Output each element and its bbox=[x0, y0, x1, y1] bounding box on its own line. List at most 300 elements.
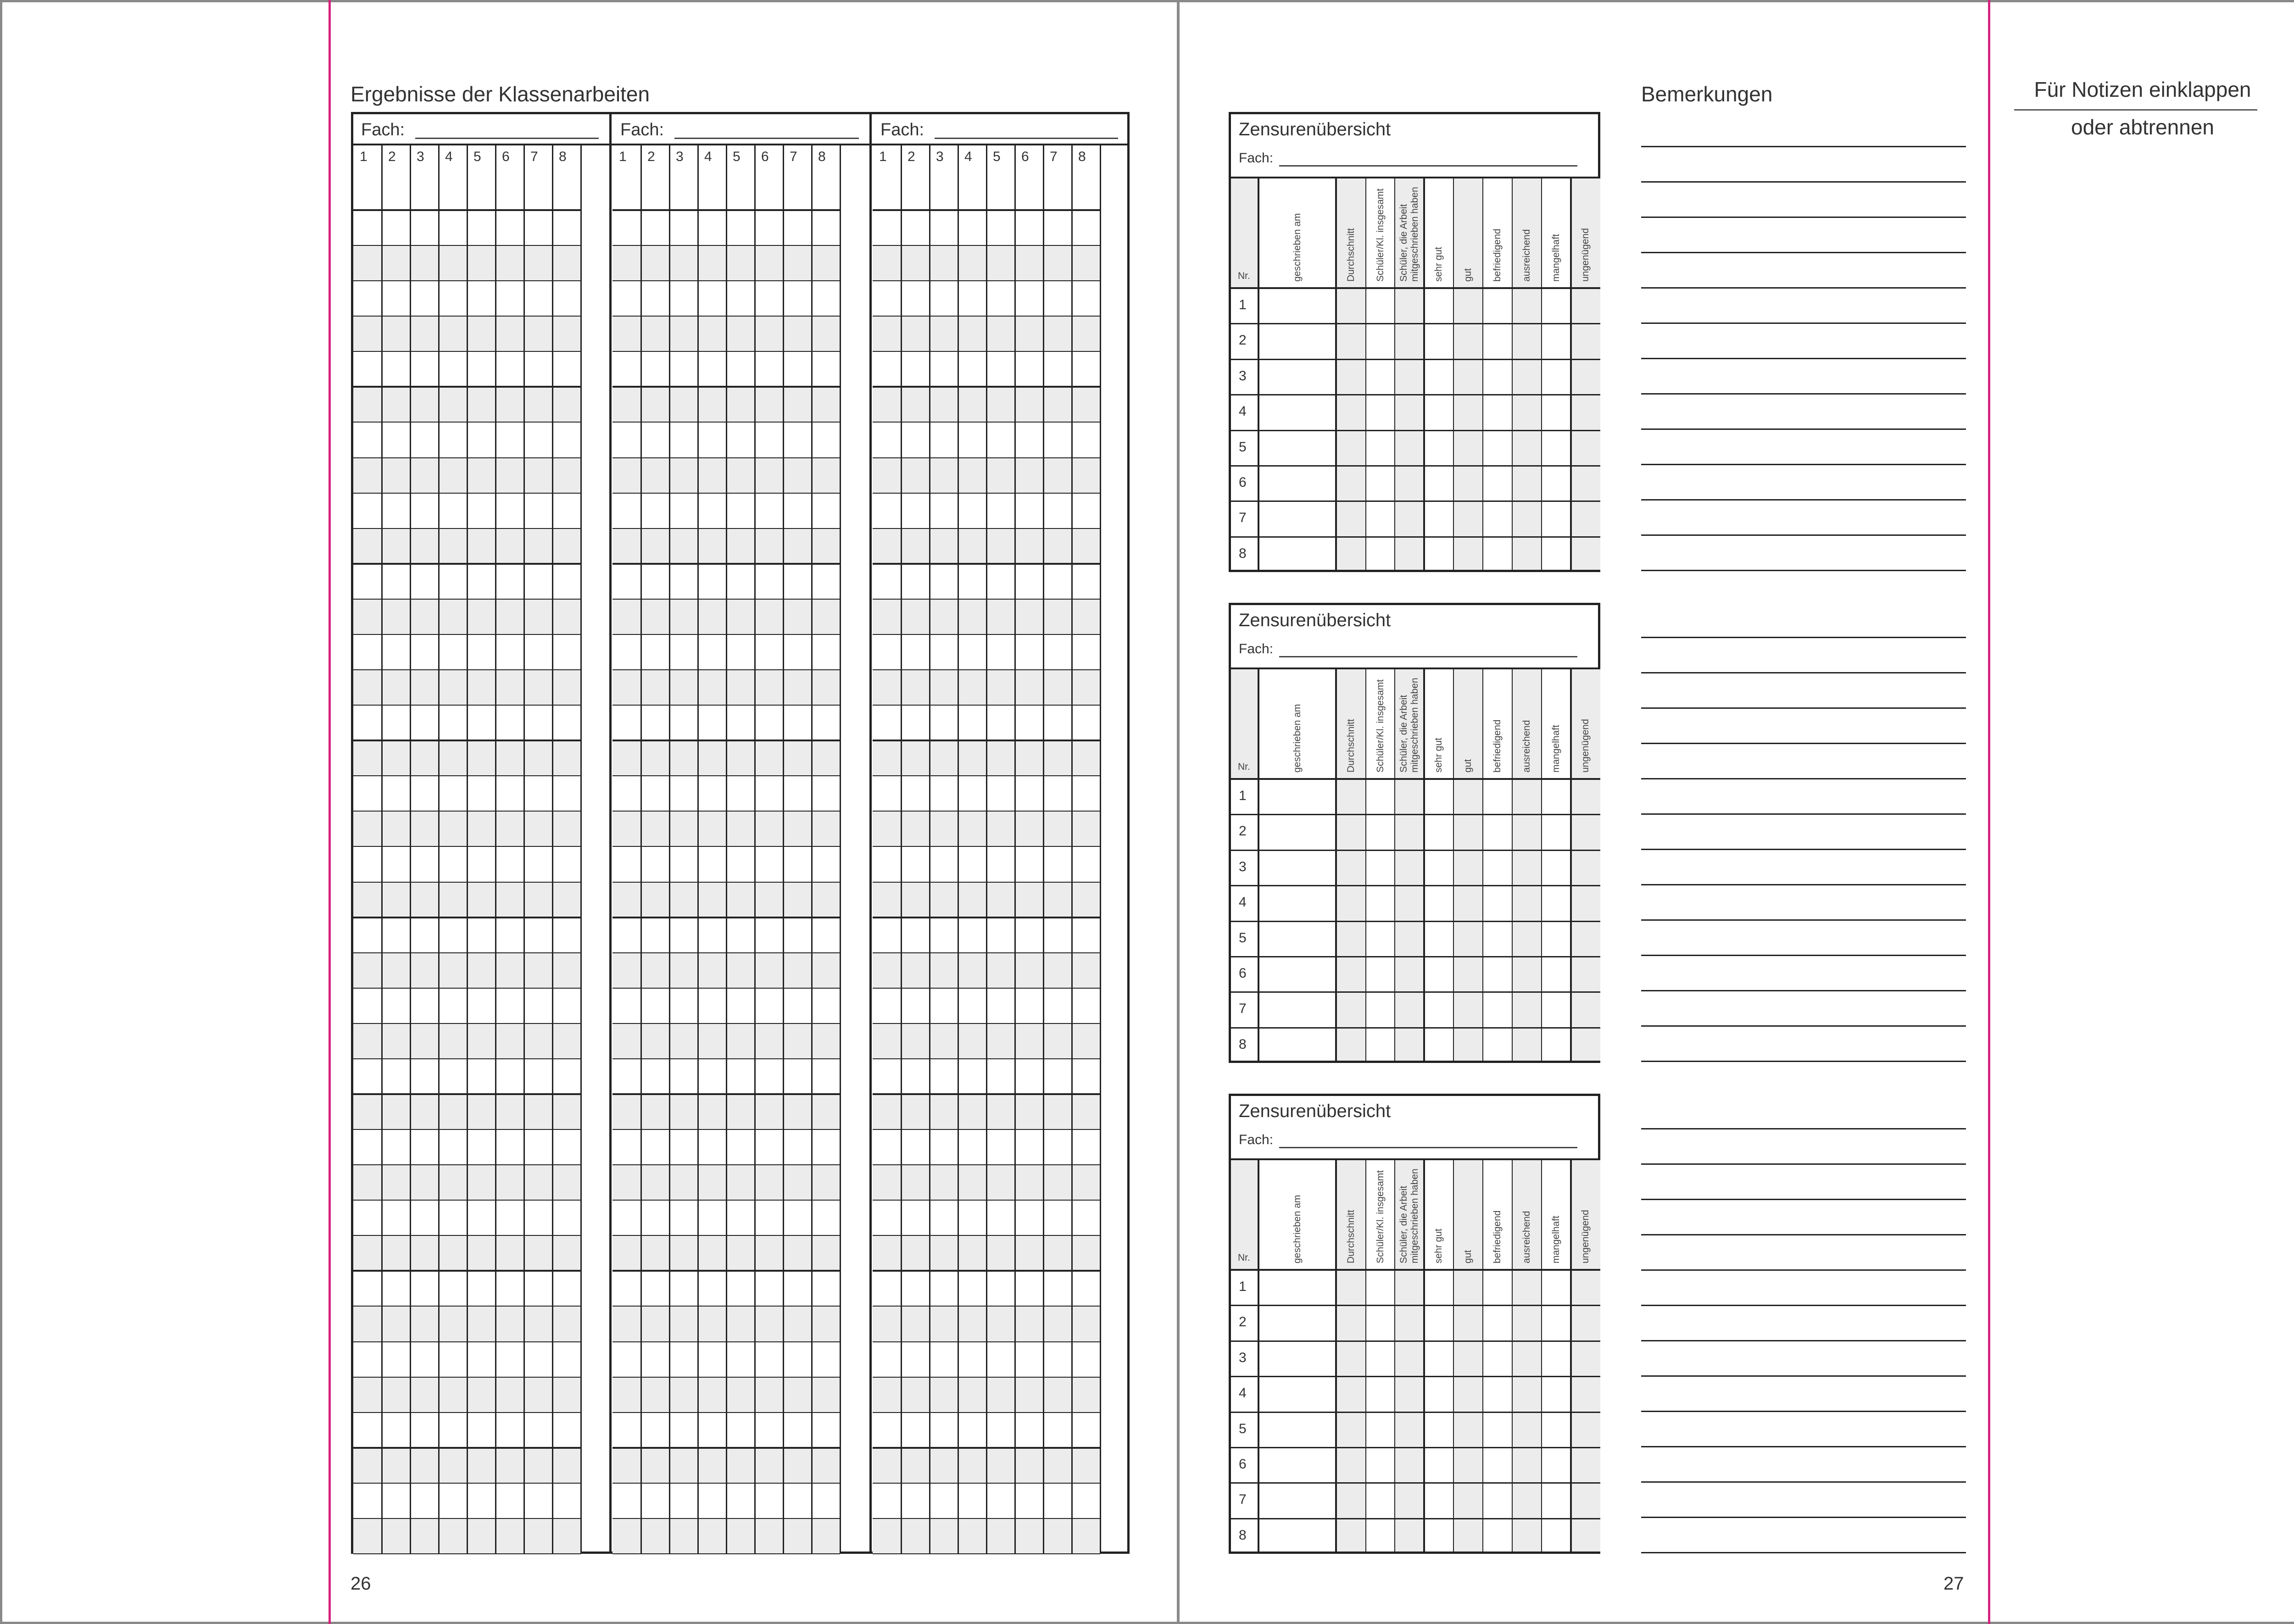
column-header-geschrieben: geschrieben am bbox=[1292, 1195, 1303, 1263]
row-line bbox=[612, 1341, 840, 1342]
row-number: 3 bbox=[1239, 1350, 1247, 1365]
subject-label: Fach: bbox=[1239, 150, 1274, 166]
row-line bbox=[353, 952, 581, 953]
row-line bbox=[353, 1023, 581, 1024]
remark-line[interactable] bbox=[1641, 813, 1966, 815]
nr-header: Nr. bbox=[1238, 1252, 1250, 1263]
remark-line[interactable] bbox=[1641, 672, 1966, 673]
row-number: 1 bbox=[1239, 297, 1247, 312]
row-line bbox=[873, 493, 1100, 494]
row-line bbox=[353, 563, 581, 565]
row-line bbox=[612, 669, 840, 670]
row-line bbox=[612, 386, 840, 388]
flap-line-1: Für Notizen einklappen bbox=[2034, 78, 2251, 101]
row-line bbox=[612, 1093, 840, 1095]
row-line bbox=[873, 457, 1100, 458]
column-header-schueler_arbeit_1: Schüler, die Arbeit bbox=[1398, 204, 1409, 282]
column-line bbox=[901, 144, 902, 1554]
row-line bbox=[353, 316, 581, 317]
remark-line[interactable] bbox=[1641, 707, 1966, 709]
column-number: 7 bbox=[1050, 149, 1058, 164]
row-line bbox=[1229, 814, 1600, 815]
row-line bbox=[353, 775, 581, 776]
remark-line[interactable] bbox=[1641, 990, 1966, 991]
remark-line[interactable] bbox=[1641, 743, 1966, 744]
column-line bbox=[1258, 1159, 1259, 1554]
column-header-durchschnitt: Durchschnitt bbox=[1345, 228, 1356, 282]
column-number: 6 bbox=[1021, 149, 1029, 164]
column-number: 1 bbox=[360, 149, 367, 164]
row-number: 7 bbox=[1239, 1001, 1247, 1017]
column-line bbox=[783, 144, 784, 1554]
remark-line[interactable] bbox=[1641, 1199, 1966, 1200]
remark-line[interactable] bbox=[1641, 464, 1966, 465]
title-separator bbox=[1229, 177, 1600, 178]
remark-line[interactable] bbox=[1641, 499, 1966, 501]
column-header-schueler_arbeit_2: mitgeschrieben haben bbox=[1409, 1168, 1420, 1263]
row-number: 4 bbox=[1239, 895, 1247, 910]
column-line bbox=[1512, 1159, 1513, 1554]
shaded-column bbox=[1453, 178, 1483, 570]
subject-label: Fach: bbox=[1239, 1132, 1274, 1147]
row-line bbox=[612, 917, 840, 918]
remark-line[interactable] bbox=[1641, 534, 1966, 536]
column-line bbox=[1570, 1159, 1572, 1554]
row-line bbox=[1229, 1412, 1600, 1413]
row-line bbox=[873, 316, 1100, 317]
nr-header: Nr. bbox=[1238, 762, 1250, 772]
row-line bbox=[353, 1447, 581, 1449]
column-line bbox=[1335, 178, 1337, 572]
column-header-durchschnitt: Durchschnitt bbox=[1345, 719, 1356, 773]
column-number: 2 bbox=[908, 149, 915, 164]
flap-line-2: oder abtrennen bbox=[2071, 115, 2215, 139]
row-line bbox=[1229, 885, 1600, 886]
column-line bbox=[697, 144, 699, 1554]
subject-fill-line[interactable] bbox=[1279, 165, 1577, 167]
nr-header: Nr. bbox=[1238, 271, 1250, 281]
remark-line[interactable] bbox=[1641, 1481, 1966, 1483]
title-separator bbox=[1229, 1158, 1600, 1160]
row-line bbox=[1229, 1376, 1600, 1377]
page-number-left: 26 bbox=[351, 1574, 371, 1594]
flap-divider bbox=[2014, 109, 2257, 111]
row-line bbox=[873, 1200, 1100, 1201]
row-line bbox=[873, 1306, 1100, 1307]
column-number: 2 bbox=[647, 149, 655, 164]
row-line bbox=[612, 988, 840, 989]
row-line bbox=[612, 316, 840, 317]
row-line bbox=[1229, 991, 1600, 993]
remarks-title: Bemerkungen bbox=[1641, 82, 1773, 106]
row-number: 4 bbox=[1239, 404, 1247, 419]
row-line bbox=[873, 386, 1100, 388]
column-header-schueler_arbeit_1: Schüler, die Arbeit bbox=[1398, 695, 1409, 773]
column-header-gut: gut bbox=[1463, 1250, 1473, 1263]
row-line bbox=[353, 1483, 581, 1484]
column-line bbox=[1394, 1159, 1395, 1554]
column-line bbox=[523, 144, 525, 1554]
row-line bbox=[873, 988, 1100, 989]
column-number: 5 bbox=[993, 149, 1001, 164]
remark-line[interactable] bbox=[1641, 884, 1966, 885]
row-number: 7 bbox=[1239, 510, 1247, 526]
row-line bbox=[873, 1341, 1100, 1342]
column-header-schueler_kl: Schüler/Kl. insgesamt bbox=[1375, 1170, 1386, 1263]
remark-line[interactable] bbox=[1641, 1340, 1966, 1341]
row-line bbox=[873, 245, 1100, 246]
remark-line[interactable] bbox=[1641, 637, 1966, 638]
remark-line[interactable] bbox=[1641, 252, 1966, 253]
row-line bbox=[612, 846, 840, 847]
subject-label: Fach: bbox=[361, 120, 405, 139]
column-number: 3 bbox=[417, 149, 424, 164]
column-line bbox=[1394, 668, 1395, 1063]
column-header-sehr_gut: sehr gut bbox=[1433, 247, 1444, 282]
column-line bbox=[726, 144, 727, 1554]
column-line bbox=[1453, 668, 1454, 1063]
column-header-mangelhaft: mangelhaft bbox=[1551, 234, 1561, 282]
row-line bbox=[612, 1306, 840, 1307]
row-line bbox=[1229, 1027, 1600, 1029]
subject-label: Fach: bbox=[620, 120, 664, 139]
page-number-right: 27 bbox=[1943, 1574, 1964, 1594]
remark-line[interactable] bbox=[1641, 1061, 1966, 1062]
remark-line[interactable] bbox=[1641, 428, 1966, 430]
remark-line[interactable] bbox=[1641, 570, 1966, 571]
remark-line[interactable] bbox=[1641, 393, 1966, 395]
row-line bbox=[612, 351, 840, 352]
row-line bbox=[873, 846, 1100, 847]
column-number: 4 bbox=[964, 149, 972, 164]
column-line bbox=[1014, 144, 1016, 1554]
row-line bbox=[353, 1518, 581, 1519]
column-line bbox=[438, 144, 440, 1554]
row-line bbox=[353, 1341, 581, 1342]
column-line bbox=[1365, 178, 1366, 572]
column-line bbox=[1570, 178, 1572, 572]
column-line bbox=[580, 144, 582, 1554]
column-header-sehr_gut: sehr gut bbox=[1433, 1229, 1444, 1263]
remark-line[interactable] bbox=[1641, 1517, 1966, 1518]
column-header-gut: gut bbox=[1463, 759, 1473, 773]
remark-line[interactable] bbox=[1641, 1411, 1966, 1412]
column-header-ausreichend: ausreichend bbox=[1521, 720, 1532, 773]
column-header-schueler_kl: Schüler/Kl. insgesamt bbox=[1375, 188, 1386, 282]
column-header-ungenuegend: ungenügend bbox=[1580, 719, 1591, 773]
row-line bbox=[612, 705, 840, 706]
row-line bbox=[612, 1164, 840, 1165]
row-line bbox=[353, 280, 581, 281]
remark-line[interactable] bbox=[1641, 323, 1966, 324]
subject-fill-line[interactable] bbox=[415, 138, 599, 139]
row-number: 3 bbox=[1239, 368, 1247, 384]
row-line bbox=[873, 1129, 1100, 1130]
row-line bbox=[612, 422, 840, 423]
column-header-geschrieben: geschrieben am bbox=[1292, 704, 1303, 773]
subject-fill-line[interactable] bbox=[935, 138, 1118, 139]
row-line bbox=[353, 669, 581, 670]
column-header-ungenuegend: ungenügend bbox=[1580, 1210, 1591, 1263]
row-line bbox=[353, 457, 581, 458]
row-line bbox=[873, 1412, 1100, 1413]
remark-line[interactable] bbox=[1641, 849, 1966, 850]
row-line bbox=[873, 1235, 1100, 1236]
remark-line[interactable] bbox=[1641, 778, 1966, 779]
row-line bbox=[353, 528, 581, 529]
column-line bbox=[1043, 144, 1044, 1554]
remark-line[interactable] bbox=[1641, 1025, 1966, 1027]
row-line bbox=[873, 1023, 1100, 1024]
row-line bbox=[353, 351, 581, 352]
column-header-befriedigend: befriedigend bbox=[1492, 1210, 1503, 1263]
column-line bbox=[1453, 178, 1454, 572]
column-line bbox=[1423, 178, 1425, 572]
remark-line[interactable] bbox=[1641, 1375, 1966, 1377]
column-line bbox=[840, 144, 841, 1554]
row-line bbox=[612, 1129, 840, 1130]
row-number: 2 bbox=[1239, 333, 1247, 348]
row-line bbox=[612, 1518, 840, 1519]
row-line bbox=[1229, 1447, 1600, 1448]
row-line bbox=[873, 811, 1100, 812]
row-line bbox=[612, 775, 840, 776]
row-line bbox=[612, 209, 840, 211]
row-number: 6 bbox=[1239, 965, 1247, 981]
row-number: 8 bbox=[1239, 1527, 1247, 1543]
shaded-column bbox=[1453, 1159, 1483, 1552]
column-line bbox=[1482, 668, 1483, 1063]
row-line bbox=[612, 1483, 840, 1484]
row-number: 3 bbox=[1239, 859, 1247, 874]
row-line bbox=[612, 245, 840, 246]
column-header-mangelhaft: mangelhaft bbox=[1551, 1216, 1561, 1263]
column-number: 6 bbox=[502, 149, 510, 164]
header-line bbox=[610, 144, 870, 145]
row-line bbox=[873, 740, 1100, 741]
column-line bbox=[929, 144, 930, 1554]
fold-line bbox=[1988, 0, 1990, 1624]
column-line bbox=[381, 144, 383, 1554]
subject-fill-line[interactable] bbox=[1279, 656, 1577, 657]
row-line bbox=[873, 952, 1100, 953]
row-number: 8 bbox=[1239, 1036, 1247, 1052]
column-number: 1 bbox=[879, 149, 887, 164]
row-line bbox=[612, 599, 840, 600]
remark-line[interactable] bbox=[1641, 1234, 1966, 1235]
table-title: Zensurenübersicht bbox=[1239, 610, 1391, 630]
row-line bbox=[353, 1093, 581, 1095]
row-line bbox=[353, 1306, 581, 1307]
column-line bbox=[1258, 668, 1259, 1063]
row-line bbox=[612, 1235, 840, 1236]
remark-line[interactable] bbox=[1641, 1305, 1966, 1306]
row-line bbox=[873, 1553, 1100, 1554]
column-line bbox=[1541, 178, 1542, 572]
remark-line[interactable] bbox=[1641, 1163, 1966, 1165]
column-number: 2 bbox=[388, 149, 396, 164]
row-number: 6 bbox=[1239, 1456, 1247, 1472]
row-line bbox=[1229, 1482, 1600, 1484]
row-line bbox=[873, 563, 1100, 565]
remark-line[interactable] bbox=[1641, 287, 1966, 289]
row-line bbox=[1229, 536, 1600, 538]
column-line bbox=[1423, 668, 1425, 1063]
row-line bbox=[873, 1058, 1100, 1059]
column-line bbox=[1335, 668, 1337, 1063]
column-line bbox=[1512, 668, 1513, 1063]
remark-line[interactable] bbox=[1641, 1269, 1966, 1271]
column-line bbox=[1570, 668, 1572, 1063]
row-line bbox=[612, 634, 840, 635]
row-line bbox=[1229, 430, 1600, 431]
row-line bbox=[353, 811, 581, 812]
remark-line[interactable] bbox=[1641, 955, 1966, 956]
column-line bbox=[467, 144, 468, 1554]
row-line bbox=[612, 457, 840, 458]
header-line bbox=[870, 144, 1130, 145]
table-title: Zensurenübersicht bbox=[1239, 119, 1391, 139]
column-number: 6 bbox=[761, 149, 769, 164]
row-line bbox=[612, 740, 840, 741]
block-separator bbox=[609, 112, 612, 1554]
row-line bbox=[873, 775, 1100, 776]
row-line bbox=[353, 386, 581, 388]
row-line bbox=[612, 493, 840, 494]
row-line bbox=[612, 1377, 840, 1378]
row-line bbox=[353, 917, 581, 918]
row-line bbox=[1229, 1340, 1600, 1342]
column-line bbox=[410, 144, 411, 1554]
left-margin-line bbox=[329, 0, 331, 1624]
row-line bbox=[873, 422, 1100, 423]
row-number: 5 bbox=[1239, 1421, 1247, 1436]
row-line bbox=[873, 528, 1100, 529]
column-line bbox=[552, 144, 553, 1554]
row-line bbox=[612, 1058, 840, 1059]
column-line bbox=[958, 144, 959, 1554]
column-line bbox=[495, 144, 496, 1554]
column-header-ausreichend: ausreichend bbox=[1521, 229, 1532, 282]
shaded-column bbox=[1453, 668, 1483, 1061]
row-line bbox=[873, 1447, 1100, 1449]
row-line bbox=[1229, 956, 1600, 957]
row-line bbox=[1229, 921, 1600, 922]
remark-line[interactable] bbox=[1641, 919, 1966, 921]
header-separator bbox=[1229, 778, 1600, 780]
column-header-schueler_arbeit_2: mitgeschrieben haben bbox=[1409, 678, 1420, 773]
row-line bbox=[612, 563, 840, 565]
row-line bbox=[1229, 501, 1600, 502]
remark-line[interactable] bbox=[1641, 1446, 1966, 1447]
row-line bbox=[353, 705, 581, 706]
row-line bbox=[353, 1200, 581, 1201]
column-line bbox=[640, 144, 642, 1554]
row-line bbox=[873, 634, 1100, 635]
row-line bbox=[873, 1093, 1100, 1095]
row-line bbox=[873, 705, 1100, 706]
row-line bbox=[1229, 1305, 1600, 1306]
row-line bbox=[873, 280, 1100, 281]
column-line bbox=[1365, 1159, 1366, 1554]
column-line bbox=[1482, 178, 1483, 572]
row-line bbox=[353, 846, 581, 847]
row-line bbox=[1229, 850, 1600, 851]
column-header-ausreichend: ausreichend bbox=[1521, 1211, 1532, 1263]
row-number: 7 bbox=[1239, 1492, 1247, 1507]
column-number: 8 bbox=[1078, 149, 1086, 164]
remark-line[interactable] bbox=[1641, 146, 1966, 147]
column-number: 3 bbox=[676, 149, 684, 164]
column-line bbox=[1541, 668, 1542, 1063]
row-line bbox=[353, 422, 581, 423]
row-number: 6 bbox=[1239, 474, 1247, 490]
row-line bbox=[873, 1377, 1100, 1378]
row-line bbox=[1229, 465, 1600, 467]
row-line bbox=[612, 1200, 840, 1201]
column-line bbox=[1512, 178, 1513, 572]
row-line bbox=[353, 1377, 581, 1378]
column-line bbox=[1365, 668, 1366, 1063]
column-number: 5 bbox=[733, 149, 741, 164]
row-line bbox=[873, 882, 1100, 883]
row-line bbox=[353, 1058, 581, 1059]
column-header-befriedigend: befriedigend bbox=[1492, 719, 1503, 773]
row-line bbox=[873, 209, 1100, 211]
subject-fill-line[interactable] bbox=[674, 138, 859, 139]
column-header-befriedigend: befriedigend bbox=[1492, 228, 1503, 282]
column-header-ungenuegend: ungenügend bbox=[1580, 228, 1591, 282]
remark-line[interactable] bbox=[1641, 1128, 1966, 1129]
column-number: 3 bbox=[936, 149, 944, 164]
remark-line[interactable] bbox=[1641, 181, 1966, 183]
column-number: 8 bbox=[818, 149, 826, 164]
remark-line[interactable] bbox=[1641, 217, 1966, 218]
row-line bbox=[873, 1270, 1100, 1272]
row-line bbox=[612, 1023, 840, 1024]
column-line bbox=[1335, 1159, 1337, 1554]
column-line bbox=[754, 144, 756, 1554]
subject-fill-line[interactable] bbox=[1279, 1147, 1577, 1148]
row-line bbox=[353, 634, 581, 635]
column-number: 7 bbox=[790, 149, 797, 164]
row-line bbox=[353, 1129, 581, 1130]
row-number: 2 bbox=[1239, 823, 1247, 839]
remark-line[interactable] bbox=[1641, 1552, 1966, 1553]
column-header-schueler_kl: Schüler/Kl. insgesamt bbox=[1375, 679, 1386, 773]
column-line bbox=[1394, 178, 1395, 572]
row-line bbox=[612, 1553, 840, 1554]
column-line bbox=[1453, 1159, 1454, 1554]
column-number: 8 bbox=[559, 149, 567, 164]
column-line bbox=[1423, 1159, 1425, 1554]
column-header-gut: gut bbox=[1463, 268, 1473, 282]
column-number: 7 bbox=[530, 149, 538, 164]
header-line bbox=[351, 144, 610, 145]
row-line bbox=[612, 882, 840, 883]
row-number: 1 bbox=[1239, 788, 1247, 803]
row-number: 8 bbox=[1239, 545, 1247, 561]
row-number: 5 bbox=[1239, 930, 1247, 945]
block-separator bbox=[869, 112, 872, 1554]
remark-line[interactable] bbox=[1641, 358, 1966, 359]
row-number: 1 bbox=[1239, 1279, 1247, 1294]
subject-label: Fach: bbox=[880, 120, 924, 139]
column-number: 4 bbox=[445, 149, 453, 164]
table-title: Zensurenübersicht bbox=[1239, 1101, 1391, 1121]
column-header-sehr_gut: sehr gut bbox=[1433, 738, 1444, 773]
header-separator bbox=[1229, 1269, 1600, 1271]
